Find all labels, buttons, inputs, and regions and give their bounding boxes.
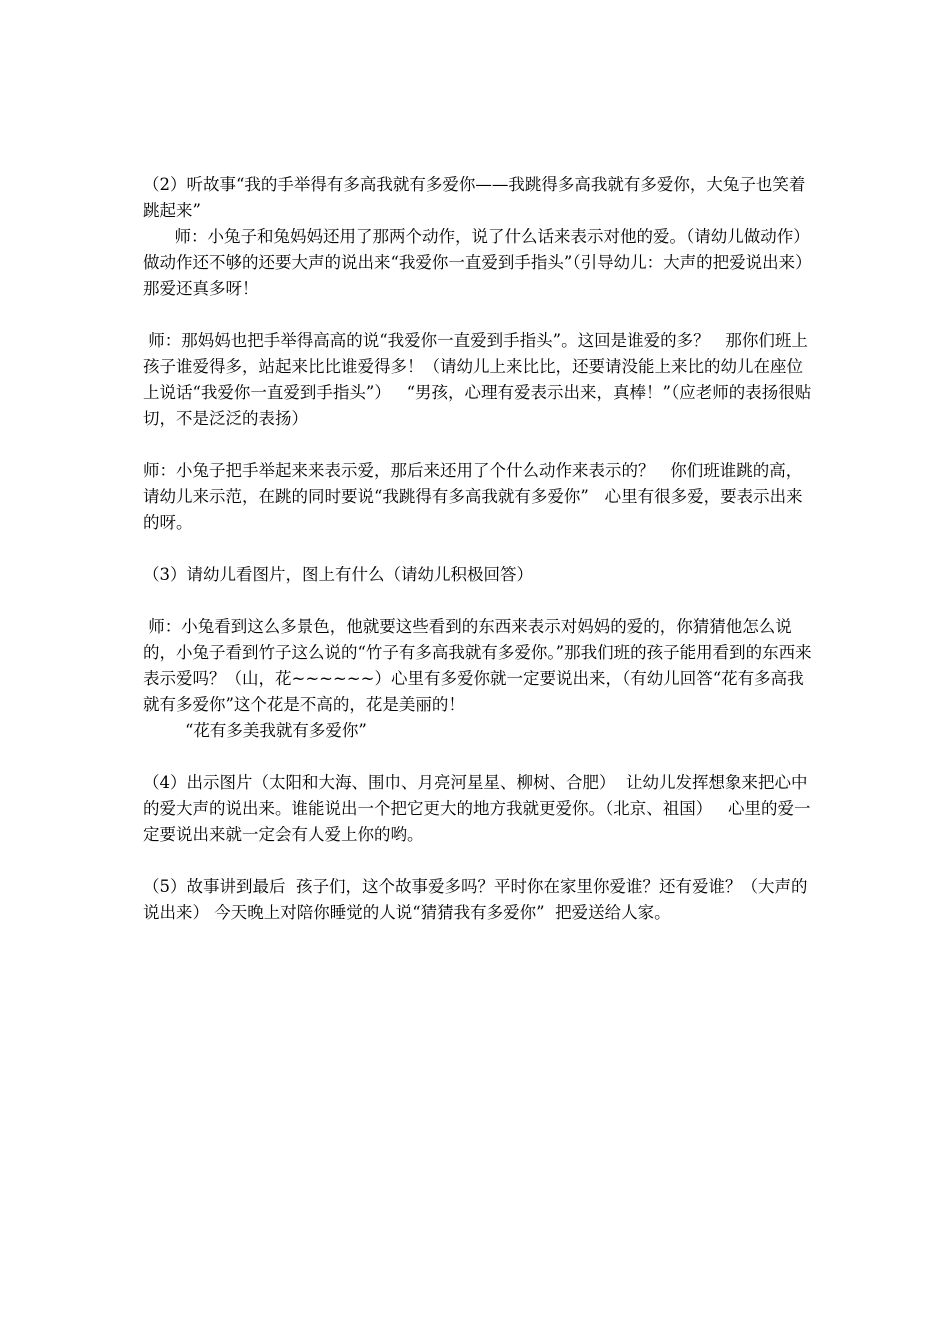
- paragraph-teacher-actions: 师：小兔子和兔妈妈还用了那两个动作，说了什么话来表示对他的爱。（请幼儿做动作） 做动作还不够的还要大声的说出来“我爱你一直爱到手指头”（引导幼儿：大声的把爱说出来）那爱还真多呀！: [143, 227, 826, 298]
- paragraph-flower-quote: “花有多美我就有多爱你”: [143, 721, 367, 740]
- paragraph-story-part-3: （3）请幼儿看图片，图上有什么（请幼儿积极回答）: [143, 565, 533, 584]
- blank-line: [143, 588, 815, 614]
- paragraph-teacher-scenery: 师：小兔看到这么多景色，他就要这些看到的东西来表示对妈妈的爱的，你猜猜他怎么说的，小兔子看到竹子这么说的“竹子有多高我就有多爱你。”那我们班的孩子能用看到的东西来表示爱吗？（山，花~~~~~~）心里有多爱你就一定要说出来，（有幼儿回答“花有多高我就有多爱你”这个花是不高的，花是美丽的！: [143, 617, 812, 714]
- blank-line: [143, 744, 815, 770]
- paragraph-teacher-jump: 师：小兔子把手举起来来表示爱，那后来还用了个什么动作来表示的？ 你们班谁跳的高，请幼儿来示范，在跳的同时要说“我跳得有多高我就有多爱你” 心里有很多爱，要表示出来的呀。: [143, 461, 803, 532]
- blank-line: [143, 302, 815, 328]
- blank-line: [143, 432, 815, 458]
- blank-line: [143, 848, 815, 874]
- paragraph-teacher-mother-hands: 师：那妈妈也把手举得高高的说“我爱你一直爱到手指头”。这回是谁爱的多？ 那你们班上孩子谁爱得多，站起来比比谁爱得多！（请幼儿上来比比，还要请没能上来比的幼儿在座位上说话“我爱你一直爱到手指头”） “男孩，心理有爱表示出来，真棒！”（应老师的表扬很贴切，不是泛泛的表扬）: [143, 331, 812, 428]
- document-body: [143, 172, 826, 926]
- paragraph-story-part-2: （2）听故事“我的手举得有多高我就有多爱你——我跳得多高我就有多爱你，大兔子也笑着跳起来”: [143, 175, 806, 220]
- paragraph-story-part-4: （4）出示图片（太阳和大海、围巾、月亮河星星、柳树、合肥） 让幼儿发挥想象来把心中的爱大声的说出来。谁能说出一个把它更大的地方我就更爱你。（北京、祖国） 心里的爱一定要说出来就一定会有人爱上你的哟。: [143, 773, 811, 844]
- blank-line: [143, 536, 815, 562]
- paragraph-story-part-5: （5）故事讲到最后 孩子们，这个故事爱多吗？平时你在家里你爱谁？还有爱谁？（大声的说出来） 今天晚上对陪你睡觉的人说“猜猜我有多爱你” 把爱送给人家。: [143, 877, 808, 922]
